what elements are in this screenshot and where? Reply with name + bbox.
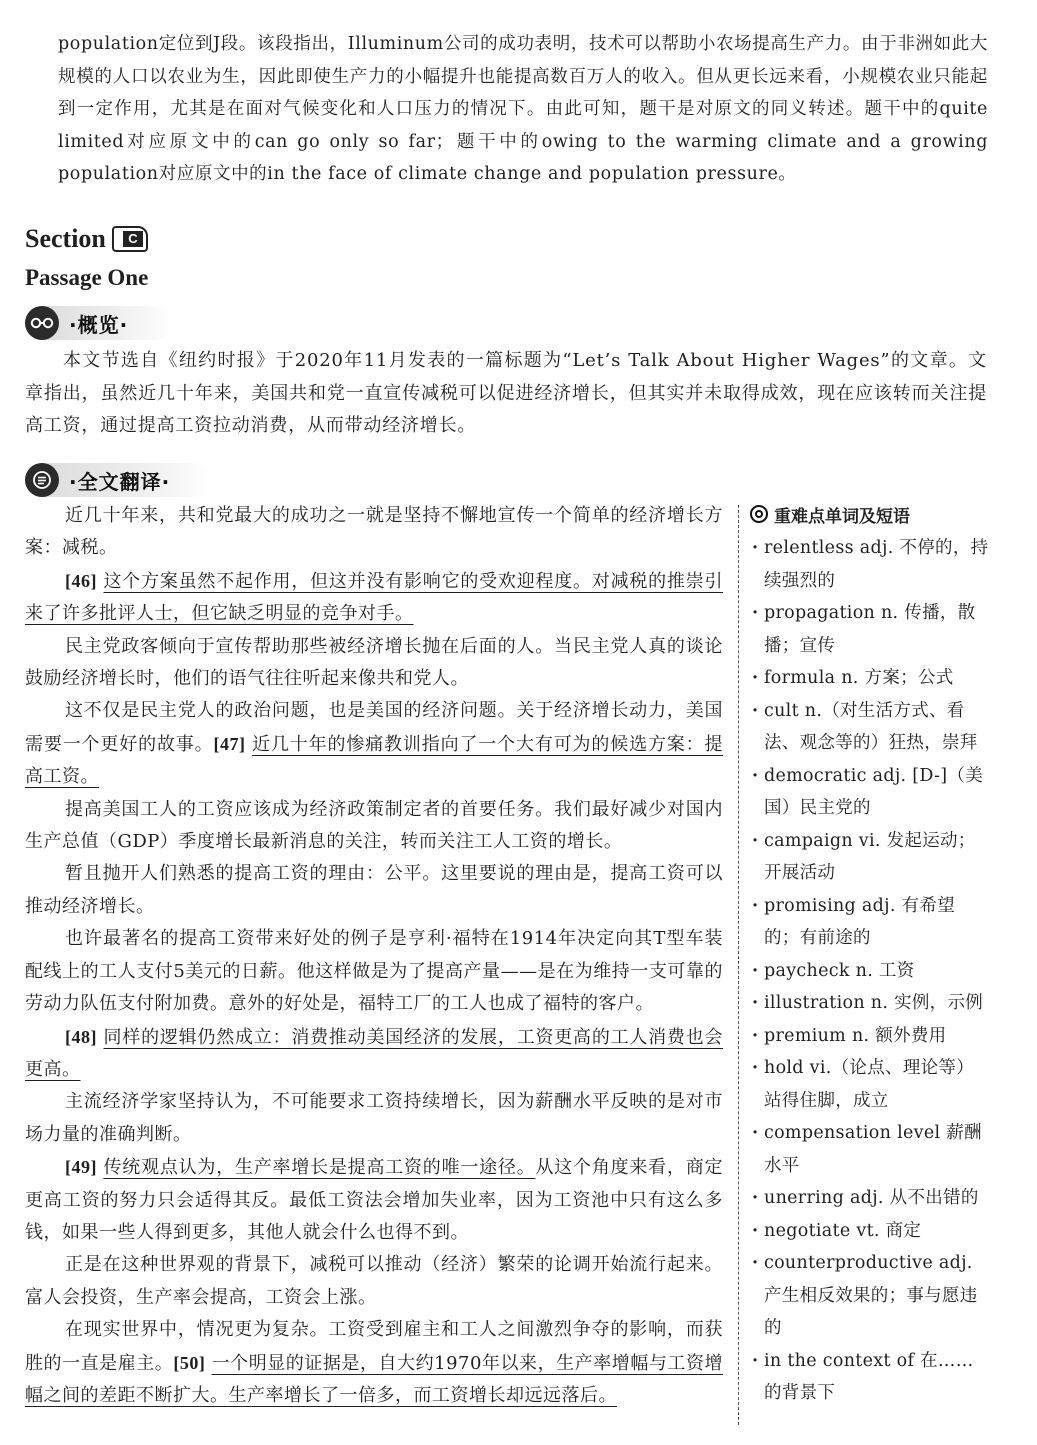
vocab-item: · paycheck n. 工资 <box>750 955 990 988</box>
intro-paragraph <box>58 28 988 191</box>
vocab-item: · negotiate vt. 商定 <box>750 1215 990 1248</box>
paragraph-text: 这不仅是民主党人的政治问题，也是美国的经济问题。关于经济增长动力，美国需要一个更好的故事。 <box>25 700 723 755</box>
intro-text: population定位到J段。该段指出，Illuminum公司的成功表明，技术可以帮助小农场提高生产力。由于非洲如此大规模的人口以农业为生，因此即使生产力的小幅提升也能提高数百万人的收入。但从更长远来看，小规模农业只能起到一定作用，尤其是在面对气候变化和人口压力的情况下。由此可知，题干是对原文的同义转述。题干中的quite limited对应原文中的can go only so far；题干中的owing to the warming climate and a growing population对应原文中的in the face of climate change and population pressure。 <box>58 34 988 184</box>
section-badge-letter: C <box>123 231 143 247</box>
underlined-text: 传统观点认为，生产率增长是提高工资的唯一途径。 <box>103 1157 536 1179</box>
vocab-item: · democratic adj. [D-]（美国）民主党的 <box>750 760 990 825</box>
underlined-text: 近几十年的惨痛教训指向了一个大有可为的候选方案：提高工资。 <box>25 733 724 788</box>
passage-title: Passage One <box>25 265 149 290</box>
vocab-item: · formula n. 方案；公式 <box>750 662 990 695</box>
vocab-item: · in the context of 在……的背景下 <box>750 1345 990 1410</box>
glasses-icon <box>25 306 59 340</box>
vocab-item: · campaign vi. 发起运动；开展活动 <box>750 825 990 890</box>
vocab-sidebar <box>750 500 990 1410</box>
vocab-item: · unerring adj. 从不出错的 <box>750 1182 990 1215</box>
target-icon <box>750 505 768 523</box>
translation-paragraph: 暂且抛开人们熟悉的提高工资的理由：公平。这里要说的理由是，提高工资可以推动经济增长。 <box>25 863 723 917</box>
section-badge <box>112 226 148 252</box>
translation-body <box>25 500 723 1412</box>
document-icon <box>25 463 59 497</box>
translation-paragraph: 主流经济学家坚持认为，不可能要求工资持续增长，因为薪酬水平反映的是对市场力量的准确判断。 <box>25 1091 723 1145</box>
question-number: [48] <box>65 1026 97 1047</box>
paragraph-text: 在现实世界中，情况更为复杂。工资受到雇主和工人之间激烈争夺的影响，而获胜的一直是雇主。 <box>25 1319 723 1374</box>
section-heading <box>25 224 148 254</box>
column-divider <box>738 505 739 1425</box>
translation-paragraph: 民主党政客倾向于宣传帮助那些被经济增长抛在后面的人。当民主党人真的谈论鼓励经济增长时，他们的语气往往听起来像共和党人。 <box>25 635 723 690</box>
overview-summary: 本文节选自《纽约时报》于2020年11月发表的一篇标题为“Let’s Talk About Higher Wages”的文章。文章指出，虽然近几十年来，美国共和党一直宣传减税可以促进经济增长，但其实并未取得成效，现在应该转而关注提高工资，通过提高工资拉动消费，从而带动经济增长。 <box>25 350 987 436</box>
translation-paragraph <box>25 695 723 793</box>
vocab-item: · compensation level 薪酬水平 <box>750 1117 990 1182</box>
question-number: [49] <box>65 1157 97 1178</box>
translation-paragraph <box>25 1314 723 1412</box>
underlined-text: 这个方案虽然不起作用，但这并没有影响它的受欢迎程度。对减税的推崇引来了许多批评人士，但它缺乏明显的竞争对手。 <box>25 570 723 625</box>
translation-paragraph: 提高美国工人的工资应该成为经济政策制定者的首要任务。我们最好减少对国内生产总值（GDP）季度增长最新消息的关注，转而关注工人工资的增长。 <box>25 798 723 853</box>
question-number: [47] <box>213 733 246 754</box>
vocab-list <box>750 532 990 1410</box>
translation-paragraph: 近几十年来，共和党最大的成功之一就是坚持不懈地宣传一个简单的经济增长方案：减税。 <box>25 505 723 559</box>
question-number: [46] <box>65 570 97 591</box>
underlined-text: 一个明显的证据是，自大约1970年以来，生产率增幅与工资增幅之间的差距不断扩大。生产率增长了一倍多，而工资增长却远远落后。 <box>25 1352 723 1406</box>
vocab-heading-label: 重难点单词及短语 <box>774 506 910 527</box>
translation-paragraph <box>25 1021 723 1087</box>
overview-heading <box>25 306 173 340</box>
section-label: Section <box>25 224 106 253</box>
vocab-item: · premium n. 额外费用 <box>750 1020 990 1053</box>
translation-paragraph <box>25 1151 723 1249</box>
overview-heading-label: ·概览· <box>69 312 129 337</box>
translation-paragraph: 也许最著名的提高工资带来好处的例子是亨利·福特在1914年决定向其T型车装配线上的工人支付5美元的日薪。他这样做是为了提高产量——是在为维持一支可靠的劳动力队伍支付附加费。意外的好处是，福特工厂的工人也成了福特的客户。 <box>25 928 723 1015</box>
translation-paragraph <box>25 565 723 631</box>
vocab-item: · relentless adj. 不停的，持续强烈的 <box>750 532 990 597</box>
vocab-item: · propagation n. 传播，散播；宣传 <box>750 597 990 662</box>
translation-heading-label: ·全文翻译· <box>69 469 171 494</box>
vocab-item: · cult n.（对生活方式、看法、观念等的）狂热，崇拜 <box>750 695 990 760</box>
vocab-item: · illustration n. 实例，示例 <box>750 987 990 1020</box>
vocab-heading <box>750 500 990 528</box>
underlined-text: 同样的逻辑仍然成立：消费推动美国经济的发展，工资更高的工人消费也会更高。 <box>25 1026 723 1080</box>
vocab-item: · promising adj. 有希望的；有前途的 <box>750 890 990 955</box>
paragraph-text: 从这个角度来看，商定更高工资的努力只会适得其反。最低工资法会增加失业率，因为工资池中只有这么多钱，如果一些人得到更多，其他人就会什么也得不到。 <box>25 1157 724 1243</box>
question-number: [50] <box>173 1352 206 1373</box>
vocab-item: · counterproductive adj. 产生相反效果的；事与愿违的 <box>750 1247 990 1345</box>
translation-paragraph: 正是在这种世界观的背景下，减税可以推动（经济）繁荣的论调开始流行起来。富人会投资，生产率会提高，工资会上涨。 <box>25 1254 723 1308</box>
vocab-item: · hold vi.（论点、理论等）站得住脚，成立 <box>750 1052 990 1117</box>
translation-heading <box>25 463 213 497</box>
